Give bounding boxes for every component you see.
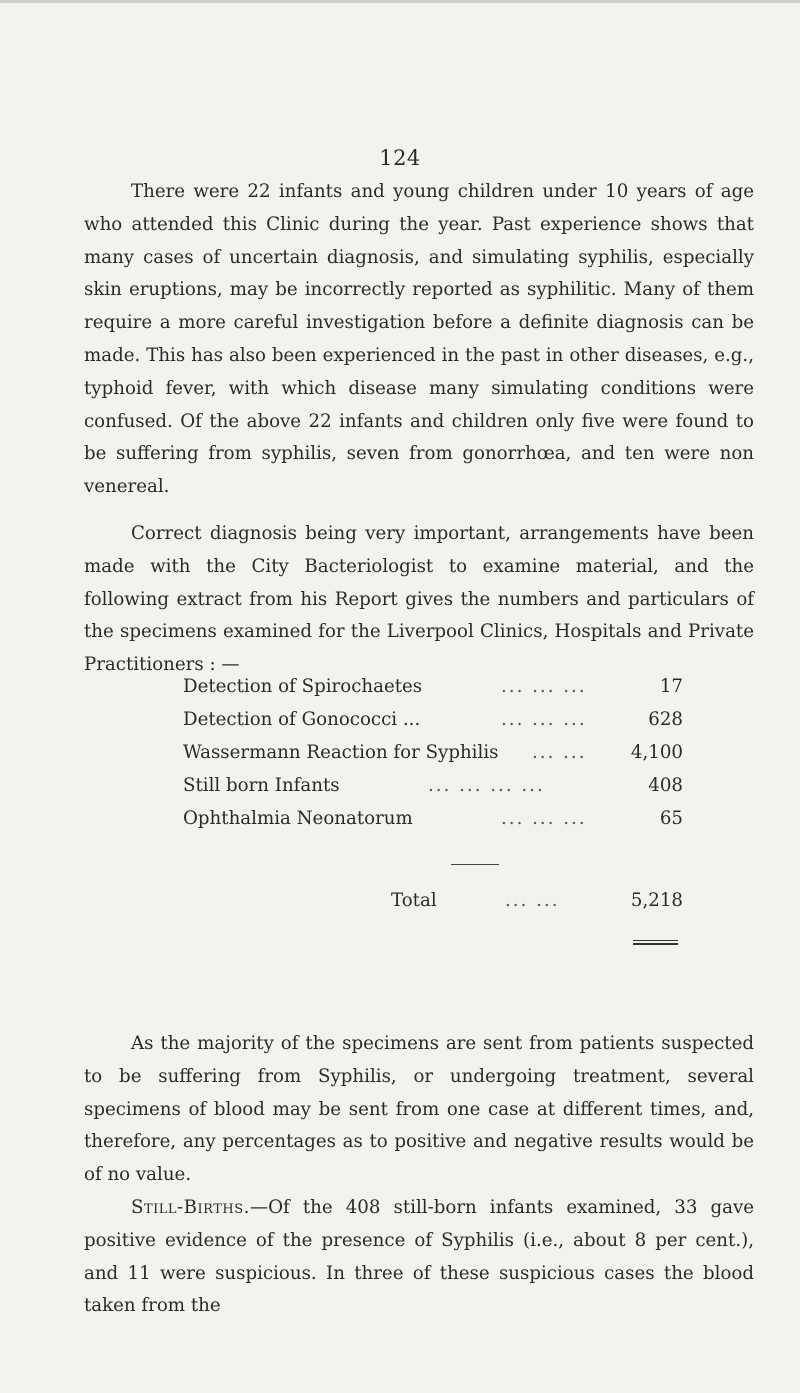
row-leader-dots: ... ... xyxy=(532,742,587,763)
sum-rule xyxy=(451,864,499,865)
table-row xyxy=(183,736,683,769)
specimens-table xyxy=(183,670,683,835)
table-row xyxy=(183,769,683,802)
row-label: Still born Infants xyxy=(183,775,340,796)
row-value: 4,100 xyxy=(630,742,683,763)
paragraph-diagnosis-arrangements: Correct diagnosis being very important, arrangements have been made with the City Bacteriologist to examine material, and the following extract from his Report gives the numbers and particulars of the specimens examined for the Liverpool Clinics, Hospitals and Private Practitioners : — xyxy=(84,523,754,676)
row-leader-dots: ... ... ... xyxy=(501,709,587,730)
still-births-text: —Of the 408 still-born infants examined, 33 gave positive evidence of the presence of Syphilis (i.e., about 8 per cent.), and 11 were suspicious. In three of these suspicious cases the blood taken from the xyxy=(84,1197,754,1317)
table-row xyxy=(183,670,683,703)
still-births-heading: Still-Births. xyxy=(131,1197,250,1218)
row-label: Wassermann Reaction for Syphilis xyxy=(183,742,499,763)
total-value: 5,218 xyxy=(630,890,683,911)
row-value: 65 xyxy=(659,808,683,829)
table-row xyxy=(183,703,683,736)
paragraph-specimen-percentages: As the majority of the specimens are sent from patients suspected to be suffering from Syphilis, or undergoing treatment, several specimens of blood may be sent from one case at different times, and, therefore, any percentages as to positive and negative results would be of no value. xyxy=(84,1033,754,1186)
row-leader-dots: ... ... ... ... xyxy=(428,775,545,796)
row-label: Detection of Spirochaetes xyxy=(183,676,423,697)
total-leader-dots: ... ... xyxy=(505,890,560,911)
row-value: 408 xyxy=(648,775,683,796)
row-leader-dots: ... ... ... xyxy=(501,808,587,829)
double-rule-bottom xyxy=(633,943,678,945)
table-row xyxy=(183,802,683,835)
paragraph-still-births xyxy=(84,1192,754,1323)
page-number: 124 xyxy=(379,146,421,170)
double-rule-top xyxy=(633,940,678,941)
total-label: Total xyxy=(391,890,437,911)
row-label: Ophthalmia Neonatorum xyxy=(183,808,413,829)
row-label: Detection of Gonococci ... xyxy=(183,709,421,730)
row-value: 628 xyxy=(648,709,683,730)
total-row xyxy=(183,884,683,917)
row-value: 17 xyxy=(659,676,683,697)
paragraph-infants-clinic: There were 22 infants and young children under 10 years of age who attended this Clinic during the year. Past experience shows that many cases of uncertain diagnosis, and simulating syphilis, especially skin eruptions, may be incorrectly reported as syphilitic. Many of them require a more careful investigation before a definite diagnosis can be made. This has also been experienced in the past in other diseases, e.g., typhoid fever, with which disease many simulating conditions were confused. Of the above 22 infants and children only five were found to be suffering from syphilis, seven from gonorrhœa, and ten were non venereal. xyxy=(84,181,754,498)
top-edge-line xyxy=(0,0,800,3)
row-leader-dots: ... ... ... xyxy=(501,676,587,697)
